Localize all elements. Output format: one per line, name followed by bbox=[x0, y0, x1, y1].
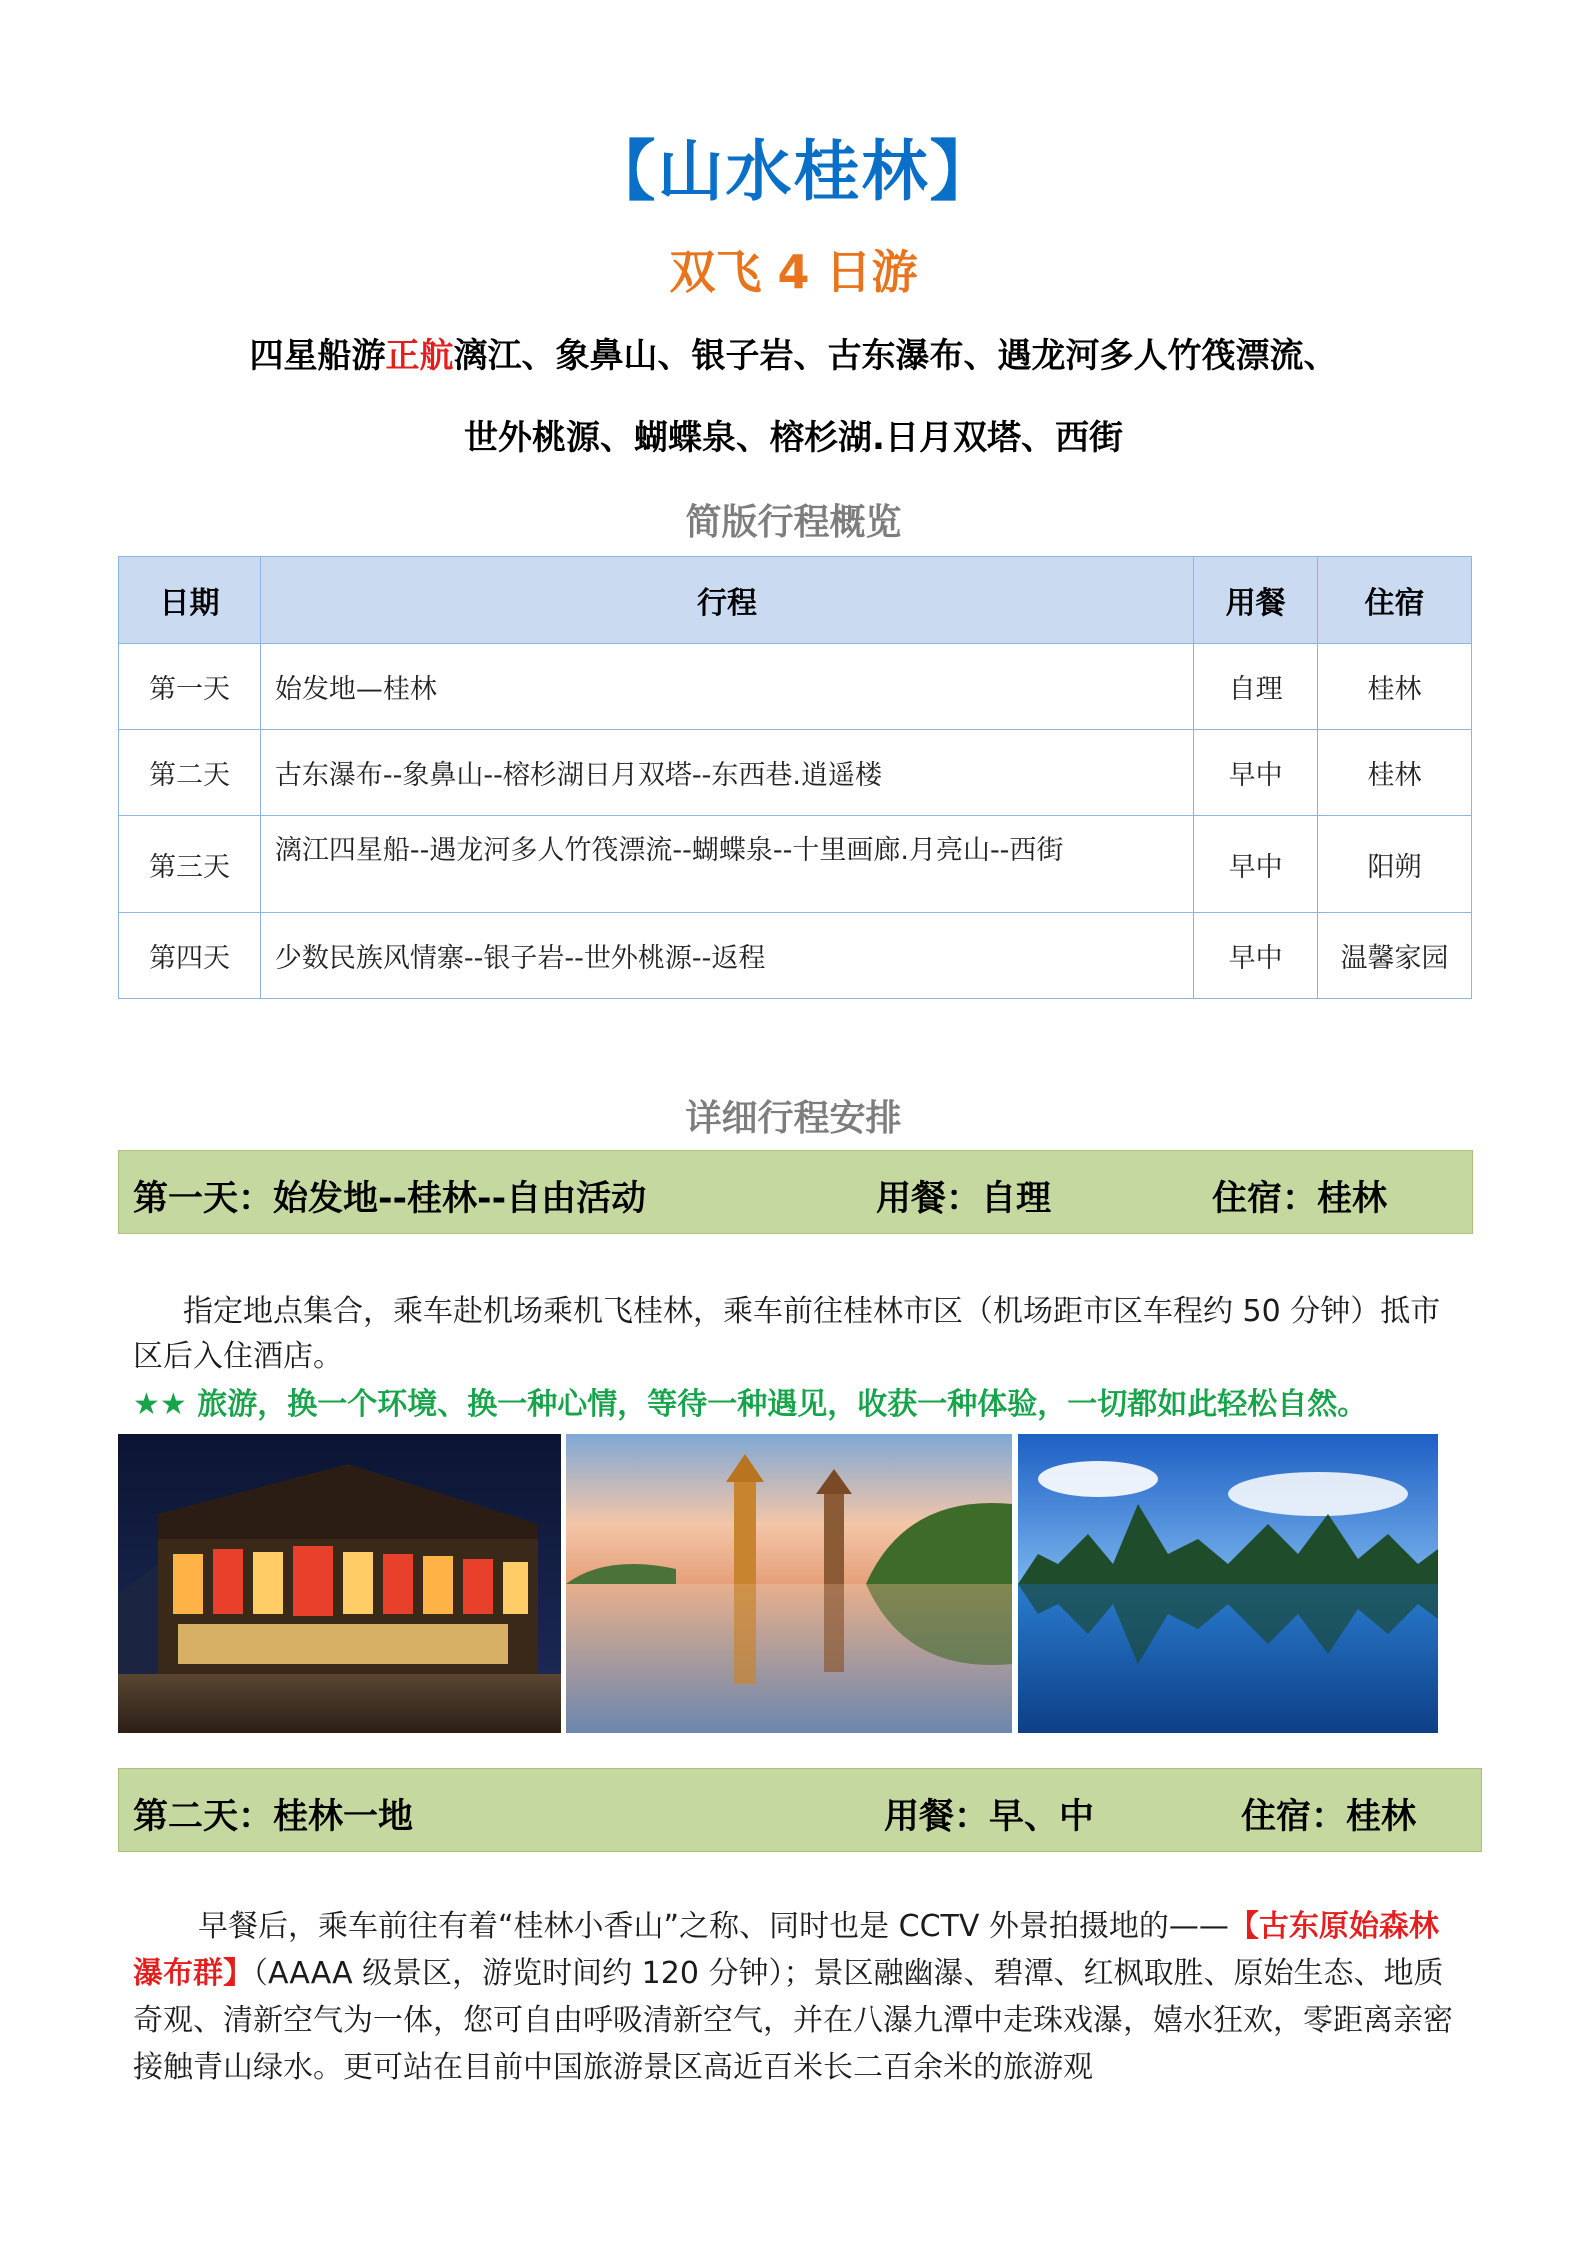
highlights-line-1b: 漓江、象鼻山、银子岩、古东瀑布、遇龙河多人竹筏漂流、 bbox=[453, 336, 1338, 376]
day2-stay: 住宿：桂林 bbox=[1241, 1797, 1417, 1837]
row-stay: 温馨家园 bbox=[1318, 913, 1472, 999]
day1-title: 第一天：始发地--桂林--自由活动 bbox=[133, 1179, 647, 1219]
itinerary-summary-table bbox=[118, 556, 1472, 999]
table-row bbox=[119, 730, 1472, 816]
day1-stay: 住宿：桂林 bbox=[1212, 1179, 1388, 1219]
header-route: 行程 bbox=[260, 557, 1193, 644]
day2-desc-a: 早餐后，乘车前往有着“桂林小香山”之称、同时也是 CCTV 外景拍摄地的—— bbox=[198, 1909, 1229, 1944]
row-route: 少数民族风情寨--银子岩--世外桃源--返程 bbox=[260, 913, 1193, 999]
highlights-line-1 bbox=[0, 328, 1587, 377]
page-title: 【山水桂林】 bbox=[589, 133, 998, 210]
day2-desc-b: （AAAA 级景区，游览时间约 120 分钟）；景区融幽瀑、碧潭、红枫取胜、原始生态、地质奇观、清新空气为一体，您可自由呼吸清新空气，并在八瀑九潭中走珠戏瀑，嬉水狂欢，零距离亲密接触青山绿水。更可站在目前中国旅游景区高近百米长二百余米的旅游观 bbox=[133, 1956, 1453, 2085]
table-row bbox=[119, 816, 1472, 913]
day2-header-bar bbox=[118, 1768, 1482, 1852]
row-day: 第四天 bbox=[119, 913, 261, 999]
row-route: 漓江四星船--遇龙河多人竹筏漂流--蝴蝶泉--十里画廊.月亮山--西街 bbox=[260, 816, 1193, 913]
day1-slogan: ★★ 旅游，换一个环境、换一种心情，等待一种遇见，收获一种体验，一切都如此轻松自然。 bbox=[133, 1387, 1368, 1422]
night-street-photo bbox=[118, 1434, 561, 1733]
row-stay: 桂林 bbox=[1318, 644, 1472, 730]
header-stay: 住宿 bbox=[1318, 557, 1472, 644]
day1-meal: 用餐：自理 bbox=[876, 1179, 1052, 1219]
header-date: 日期 bbox=[119, 557, 261, 644]
day1-header-bar bbox=[118, 1150, 1473, 1234]
karst-river-photo bbox=[1018, 1434, 1438, 1733]
detail-heading: 详细行程安排 bbox=[685, 1098, 902, 1139]
table-row bbox=[119, 644, 1472, 730]
highlights-line-1-red: 正航 bbox=[385, 336, 454, 376]
row-day: 第三天 bbox=[119, 816, 261, 913]
day1-description: 指定地点集合，乘车赴机场乘机飞桂林，乘车前往桂林市区（机场距市区车程约 50 分钟）抵市区后入住酒店。 bbox=[133, 1294, 1441, 1374]
row-stay: 桂林 bbox=[1318, 730, 1472, 816]
header-meal: 用餐 bbox=[1194, 557, 1318, 644]
table-row bbox=[119, 913, 1472, 999]
row-day: 第一天 bbox=[119, 644, 261, 730]
row-meal: 自理 bbox=[1194, 644, 1318, 730]
day2-description bbox=[133, 1903, 1463, 2091]
row-meal: 早中 bbox=[1194, 730, 1318, 816]
row-stay: 阳朔 bbox=[1318, 816, 1472, 913]
page-subtitle: 双飞 4 日游 bbox=[669, 245, 918, 299]
row-day: 第二天 bbox=[119, 730, 261, 816]
row-meal: 早中 bbox=[1194, 913, 1318, 999]
row-route: 古东瀑布--象鼻山--榕杉湖日月双塔--东西巷.逍遥楼 bbox=[260, 730, 1193, 816]
twin-pagodas-photo bbox=[566, 1434, 1012, 1733]
summary-heading: 简版行程概览 bbox=[685, 502, 902, 543]
highlights-line-1a: 四星船游 bbox=[249, 336, 386, 376]
day2-attraction-name: 【古东原始森林瀑布群】 bbox=[133, 1909, 1439, 1991]
highlights-line-2: 世外桃源、蝴蝶泉、榕杉湖.日月双塔、西街 bbox=[464, 418, 1123, 458]
table-header-row bbox=[119, 557, 1472, 644]
row-meal: 早中 bbox=[1194, 816, 1318, 913]
row-route: 始发地—桂林 bbox=[260, 644, 1193, 730]
day2-meal: 用餐：早、中 bbox=[884, 1797, 1095, 1837]
day2-title: 第二天：桂林一地 bbox=[133, 1797, 414, 1837]
